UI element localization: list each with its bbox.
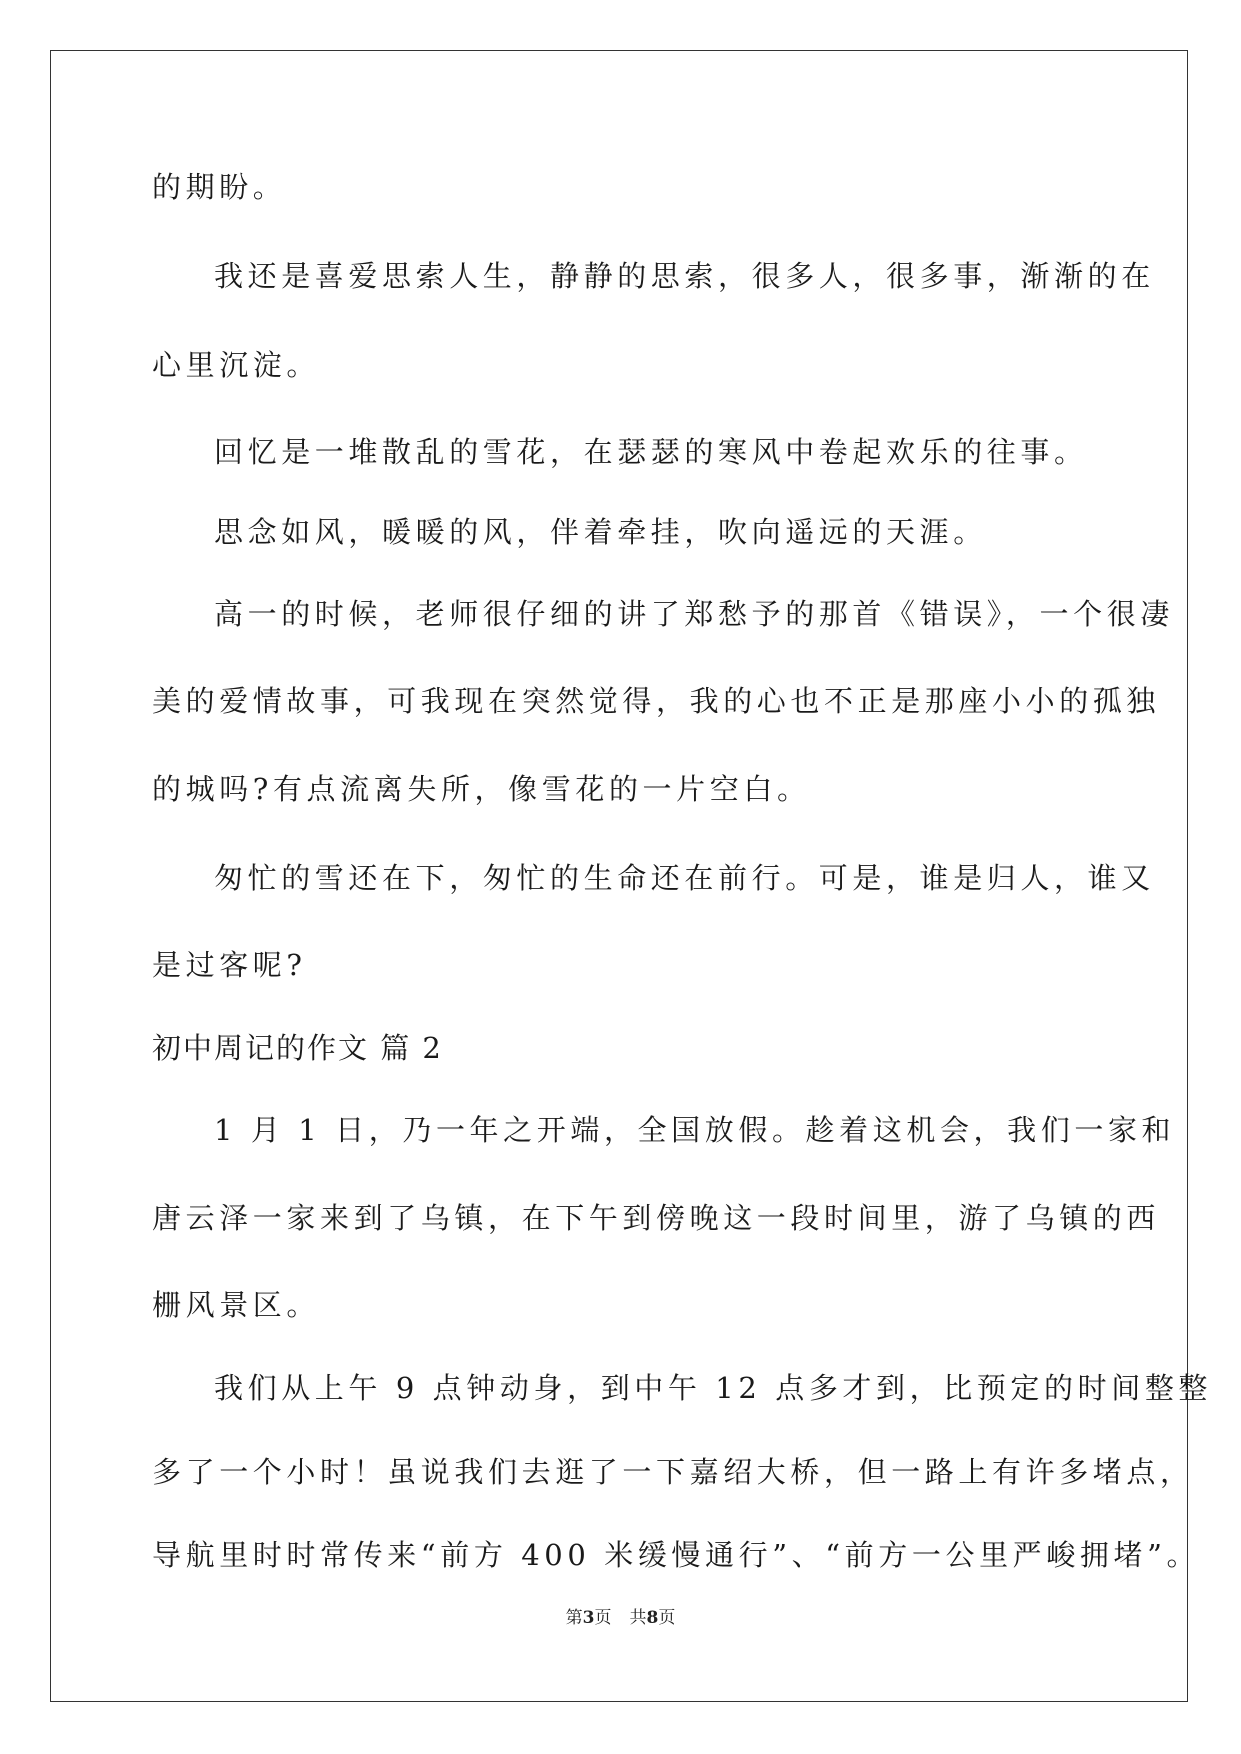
text-line: 美的爱情故事，可我现在突然觉得，我的心也不正是那座小小的孤独	[152, 684, 1161, 718]
text-line: 是过客呢?	[152, 948, 307, 982]
text-line: 匆忙的雪还在下，匆忙的生命还在前行。可是，谁是归人，谁又	[214, 861, 1155, 895]
text-line: 多了一个小时！虽说我们去逛了一下嘉绍大桥，但一路上有许多堵点，	[152, 1455, 1194, 1489]
footer-prefix: 第	[565, 1608, 583, 1628]
current-page-number: 3	[582, 1608, 595, 1628]
text-line: 的期盼。	[152, 170, 287, 204]
text-line: 高一的时候，老师很仔细的讲了郑愁予的那首《错误》，一个很凄	[214, 597, 1174, 631]
total-page-number: 8	[646, 1608, 659, 1628]
footer-total-prefix: 共	[629, 1608, 647, 1628]
section-heading: 初中周记的作文 篇 2	[152, 1031, 443, 1065]
text-line: 导航里时时常传来“前方 400 米缓慢通行”、“前方一公里严峻拥堵”。	[152, 1538, 1201, 1572]
footer-page-word: 页	[594, 1608, 612, 1628]
text-line: 栅风景区。	[152, 1288, 321, 1322]
text-line: 回忆是一堆散乱的雪花，在瑟瑟的寒风中卷起欢乐的往事。	[214, 435, 1088, 469]
page-footer	[0, 1608, 1241, 1628]
text-line: 我们从上午 9 点钟动身，到中午 12 点多才到，比预定的时间整整	[214, 1371, 1213, 1405]
text-line: 1 月 1 日，乃一年之开端，全国放假。趁着这机会，我们一家和	[214, 1113, 1176, 1147]
text-line: 心里沉淀。	[152, 348, 321, 382]
text-line: 我还是喜爱思索人生，静静的思索，很多人，很多事，渐渐的在	[214, 259, 1155, 293]
text-line: 的城吗?有点流离失所，像雪花的一片空白。	[152, 772, 811, 806]
text-line: 唐云泽一家来到了乌镇，在下午到傍晚这一段时间里，游了乌镇的西	[152, 1201, 1161, 1235]
footer-total-suffix: 页	[658, 1608, 676, 1628]
text-line: 思念如风，暖暖的风，伴着牵挂，吹向遥远的天涯。	[214, 515, 987, 549]
